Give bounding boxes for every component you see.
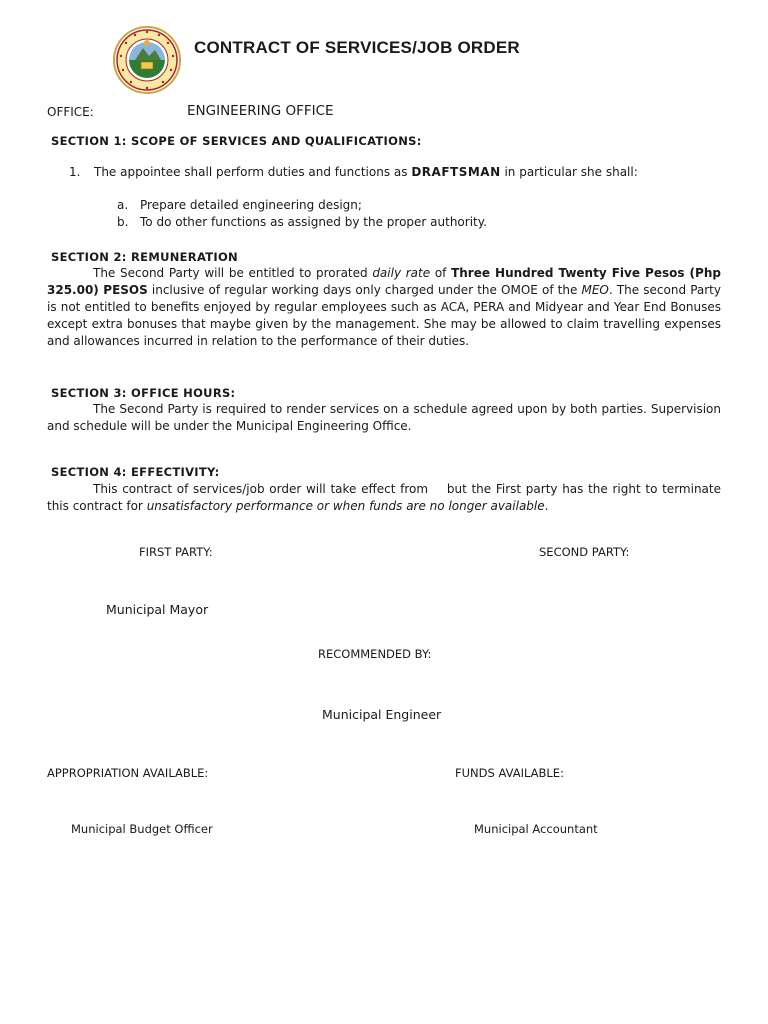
position-title: DRAFTSMAN xyxy=(411,165,501,179)
first-party-label: FIRST PARTY: xyxy=(139,545,213,559)
section4-text-2: but the First party has the right to terminate this contract for xyxy=(47,482,721,513)
office-label: OFFICE: xyxy=(47,105,94,119)
section3-heading: SECTION 3: OFFICE HOURS: xyxy=(51,386,236,400)
section3-paragraph xyxy=(47,401,721,435)
office-value: ENGINEERING OFFICE xyxy=(187,103,334,119)
section4-text-4: . xyxy=(544,499,549,513)
section4-conditions: unsatisfactory performance or when funds are no longer available xyxy=(146,499,545,513)
subitem-b-text: To do other functions as assigned by the proper authority. xyxy=(140,215,487,229)
section1-item-text-before: The appointee shall perform duties and functions as xyxy=(94,165,408,179)
section4-paragraph xyxy=(47,481,721,515)
municipal-seal-logo xyxy=(113,26,181,94)
section1-item-number: 1. xyxy=(69,165,81,179)
document-title: CONTRACT OF SERVICES/JOB ORDER xyxy=(194,38,520,57)
subitem-a-text: Prepare detailed engineering design; xyxy=(140,198,362,212)
section2-daily-rate: daily rate xyxy=(372,266,431,280)
appropriation-available-label: APPROPRIATION AVAILABLE: xyxy=(47,766,209,780)
section4-heading: SECTION 4: EFFECTIVITY: xyxy=(51,465,220,479)
section1-item-text xyxy=(94,164,714,181)
section2-paragraph xyxy=(47,265,721,350)
subitem-b-marker: b. xyxy=(117,215,129,229)
section2-amount: Three Hundred Twenty Five Pesos (Php 325.00) PESOS xyxy=(47,266,721,297)
section2-meo: MEO xyxy=(581,283,609,297)
section2-heading: SECTION 2: REMUNERATION xyxy=(51,250,238,264)
section2-text-1: The Second Party will be entitled to prorated xyxy=(93,266,368,280)
section2-text-5: inclusive of regular working days only charged under the OMOE of the xyxy=(151,283,578,297)
section1-heading: SECTION 1: SCOPE OF SERVICES AND QUALIFICATIONS: xyxy=(51,134,422,148)
engineer-signatory: Municipal Engineer xyxy=(322,707,442,722)
section1-item-text-after: in particular she shall: xyxy=(504,165,638,179)
recommended-by-label: RECOMMENDED BY: xyxy=(318,647,432,661)
section3-text: The Second Party is required to render services on a schedule agreed upon by both parties. Supervision and schedule will be under the Municipal Engineering Office. xyxy=(47,402,721,433)
accountant-signatory: Municipal Accountant xyxy=(474,822,598,836)
funds-available-label: FUNDS AVAILABLE: xyxy=(455,766,564,780)
mayor-signatory: Municipal Mayor xyxy=(106,602,209,617)
section4-text-1: This contract of services/job order will take effect from xyxy=(93,482,429,496)
second-party-label: SECOND PARTY: xyxy=(539,545,630,559)
section2-text-3: of xyxy=(434,266,447,280)
budget-officer-signatory: Municipal Budget Officer xyxy=(71,822,213,836)
section2-text-7: . The second Party is not entitled to benefits enjoyed by regular employees such as ACA, PERA and Midyear and Year End Bonuses except extra bonuses that maybe given by the management. She may be allowed to claim travelling expenses and allowances incurred in relation to the performance of their duties. xyxy=(47,283,721,348)
subitem-a-marker: a. xyxy=(117,198,129,212)
